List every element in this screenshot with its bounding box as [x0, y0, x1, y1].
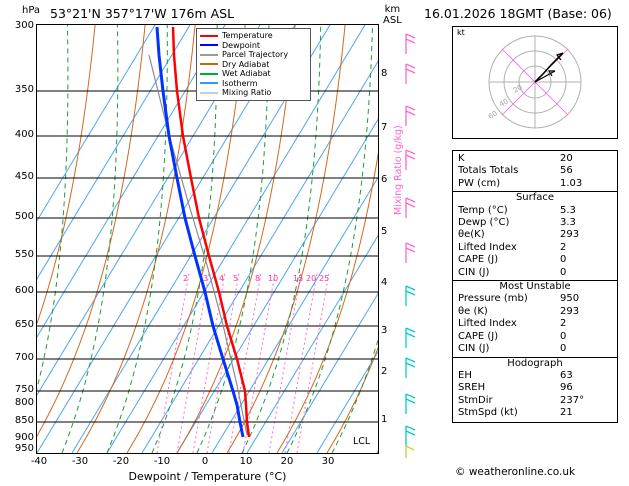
xtick--30: -30	[71, 456, 89, 467]
legend-swatch-mixing-ratio	[200, 92, 218, 94]
legend-label-temperature: Temperature	[222, 31, 273, 41]
xtick--20: -20	[112, 456, 130, 467]
row-value: 5.3	[560, 204, 576, 216]
ytick-750: 750	[14, 384, 34, 395]
legend-swatch-dewpoint	[200, 44, 218, 46]
legend-label-dry-adiabat: Dry Adiabat	[222, 59, 270, 69]
legend-item-temperature	[200, 31, 307, 41]
row-value: 1.03	[560, 177, 583, 189]
xtick-30: 30	[321, 456, 335, 467]
row-value: 56	[560, 165, 573, 177]
row-key: PW (cm)	[458, 177, 501, 189]
row-value: 237°	[560, 394, 585, 406]
row-key: CAPE (J)	[458, 254, 499, 266]
legend-swatch-wet-adiabat	[200, 73, 218, 75]
row-value: 0	[560, 343, 567, 355]
kmtick-7: 7	[381, 122, 388, 133]
row-key: CAPE (J)	[458, 330, 499, 342]
legend-swatch-parcel	[200, 54, 218, 56]
svg-text:20: 20	[512, 83, 524, 95]
table-row	[453, 306, 617, 318]
kmtick-4: 4	[381, 277, 388, 288]
table-row	[453, 242, 617, 254]
hodograph-ring-labels	[487, 83, 524, 120]
row-key: θe(K)	[458, 229, 485, 241]
table-row	[453, 205, 617, 217]
legend-label-isotherm: Isotherm	[222, 78, 258, 88]
table-row	[453, 331, 617, 343]
svg-text:25: 25	[319, 274, 330, 283]
row-key: Lifted Index	[458, 241, 517, 253]
pressure-axis-unit: hPa	[22, 5, 41, 16]
row-value: 0	[560, 254, 567, 266]
legend-item-dewpoint	[200, 41, 307, 51]
ytick-600: 600	[14, 285, 34, 296]
table-row	[453, 318, 617, 330]
row-value: 0	[560, 330, 567, 342]
ytick-850: 850	[14, 415, 34, 426]
legend-swatch-dry-adiabat	[200, 63, 218, 65]
legend-swatch-isotherm	[200, 82, 218, 84]
kmtick-2: 2	[381, 366, 388, 377]
section-title-surface: Surface	[453, 191, 617, 204]
x-axis-label: Dewpoint / Temperature (°C)	[128, 470, 287, 483]
table-row	[453, 254, 617, 266]
hodograph-svg	[453, 27, 617, 138]
hodograph-unit-label: kt	[457, 28, 465, 37]
row-value: 293	[560, 229, 580, 241]
svg-text:40: 40	[498, 97, 510, 109]
row-key: θe (K)	[458, 305, 488, 317]
section-title-most-unstable: Most Unstable	[453, 280, 617, 293]
xtick-20: 20	[280, 456, 294, 467]
kmtick-8: 8	[381, 68, 388, 79]
ytick-550: 550	[14, 249, 34, 260]
wind-barbs-svg	[396, 28, 426, 458]
legend-label-wet-adiabat: Wet Adiabat	[222, 69, 271, 79]
xtick-0: 0	[201, 456, 209, 467]
table-row	[453, 153, 617, 165]
ytick-350: 350	[14, 84, 34, 95]
row-key: StmSpd (kt)	[458, 407, 518, 419]
kmtick-3: 3	[381, 325, 388, 336]
row-value: 2	[560, 241, 567, 253]
ytick-900: 900	[14, 432, 34, 443]
svg-text:20: 20	[306, 274, 317, 283]
row-value: 2	[560, 318, 567, 330]
table-row	[453, 370, 617, 382]
svg-text:3: 3	[203, 274, 209, 283]
row-key: K	[458, 153, 465, 164]
ytick-450: 450	[14, 171, 34, 182]
row-key: Totals Totals	[458, 165, 519, 177]
section-title-hodograph: Hodograph	[453, 357, 617, 370]
kmtick-6: 6	[381, 174, 388, 185]
legend-label-dewpoint: Dewpoint	[222, 40, 261, 50]
table-row	[453, 178, 617, 190]
svg-text:60: 60	[487, 109, 499, 121]
row-value: 950	[560, 293, 580, 305]
ytick-700: 700	[14, 352, 34, 363]
legend-label-parcel: Parcel Trajectory	[222, 50, 289, 60]
row-key: SREH	[458, 382, 486, 394]
height-axis-unit	[383, 4, 402, 26]
table-row	[453, 229, 617, 241]
row-value: 63	[560, 369, 573, 381]
row-key: Dewp (°C)	[458, 217, 510, 229]
row-value: 293	[560, 305, 580, 317]
legend-item-wet-adiabat	[200, 69, 307, 79]
row-key: StmDir	[458, 394, 493, 406]
station-title: 53°21'N 357°17'W 176m ASL	[50, 6, 235, 21]
copyright-label: © weatheronline.co.uk	[455, 466, 576, 478]
legend-label-mixing-ratio: Mixing Ratio	[222, 88, 272, 98]
legend-item-isotherm	[200, 79, 307, 89]
legend-item-parcel	[200, 50, 307, 60]
row-key: CIN (J)	[458, 266, 490, 278]
table-row	[453, 165, 617, 177]
indices-table	[452, 150, 618, 423]
row-key: Lifted Index	[458, 318, 517, 330]
forecast-date-title: 16.01.2026 18GMT (Base: 06)	[424, 6, 612, 21]
legend-item-dry-adiabat	[200, 60, 307, 70]
row-value: 96	[560, 382, 573, 394]
row-value: 3.3	[560, 217, 576, 229]
svg-text:4: 4	[219, 274, 225, 283]
svg-text:8: 8	[255, 274, 261, 283]
ytick-650: 650	[14, 319, 34, 330]
kmtick-1: 1	[381, 414, 388, 425]
row-value: 0	[560, 266, 567, 278]
legend-item-mixing-ratio	[200, 88, 307, 98]
hodograph-panel	[452, 26, 618, 139]
ytick-300: 300	[14, 20, 34, 31]
row-value: 20	[560, 153, 573, 164]
row-key: EH	[458, 369, 472, 381]
table-row	[453, 395, 617, 407]
height-axis-unit-km: km	[384, 4, 401, 15]
table-row	[453, 407, 617, 419]
xtick--10: -10	[153, 456, 171, 467]
row-key: CIN (J)	[458, 343, 490, 355]
table-row	[453, 382, 617, 394]
mixing-ratio-axis-label: Mixing Ratio (g/kg)	[393, 125, 404, 215]
table-row	[453, 267, 617, 279]
ytick-400: 400	[14, 129, 34, 140]
ytick-500: 500	[14, 211, 34, 222]
height-axis-unit-asl: ASL	[383, 15, 402, 26]
ytick-950: 950	[14, 443, 34, 454]
legend	[196, 28, 311, 101]
ytick-800: 800	[14, 397, 34, 408]
svg-text:2: 2	[183, 274, 189, 283]
table-row	[453, 343, 617, 355]
wind-barb-column	[396, 28, 426, 462]
row-value: 21	[560, 407, 573, 419]
legend-swatch-temperature	[200, 35, 218, 37]
xtick--40: -40	[30, 456, 48, 467]
kmtick-5: 5	[381, 226, 388, 237]
table-row	[453, 293, 617, 305]
mixing-ratio-labels	[183, 274, 329, 283]
row-key: Pressure (mb)	[458, 293, 528, 305]
xtick-10: 10	[239, 456, 253, 467]
svg-text:15: 15	[293, 274, 304, 283]
table-row	[453, 217, 617, 229]
svg-text:5: 5	[233, 274, 239, 283]
lcl-label: LCL	[353, 436, 371, 447]
svg-text:10: 10	[268, 274, 279, 283]
row-key: Temp (°C)	[458, 204, 508, 216]
